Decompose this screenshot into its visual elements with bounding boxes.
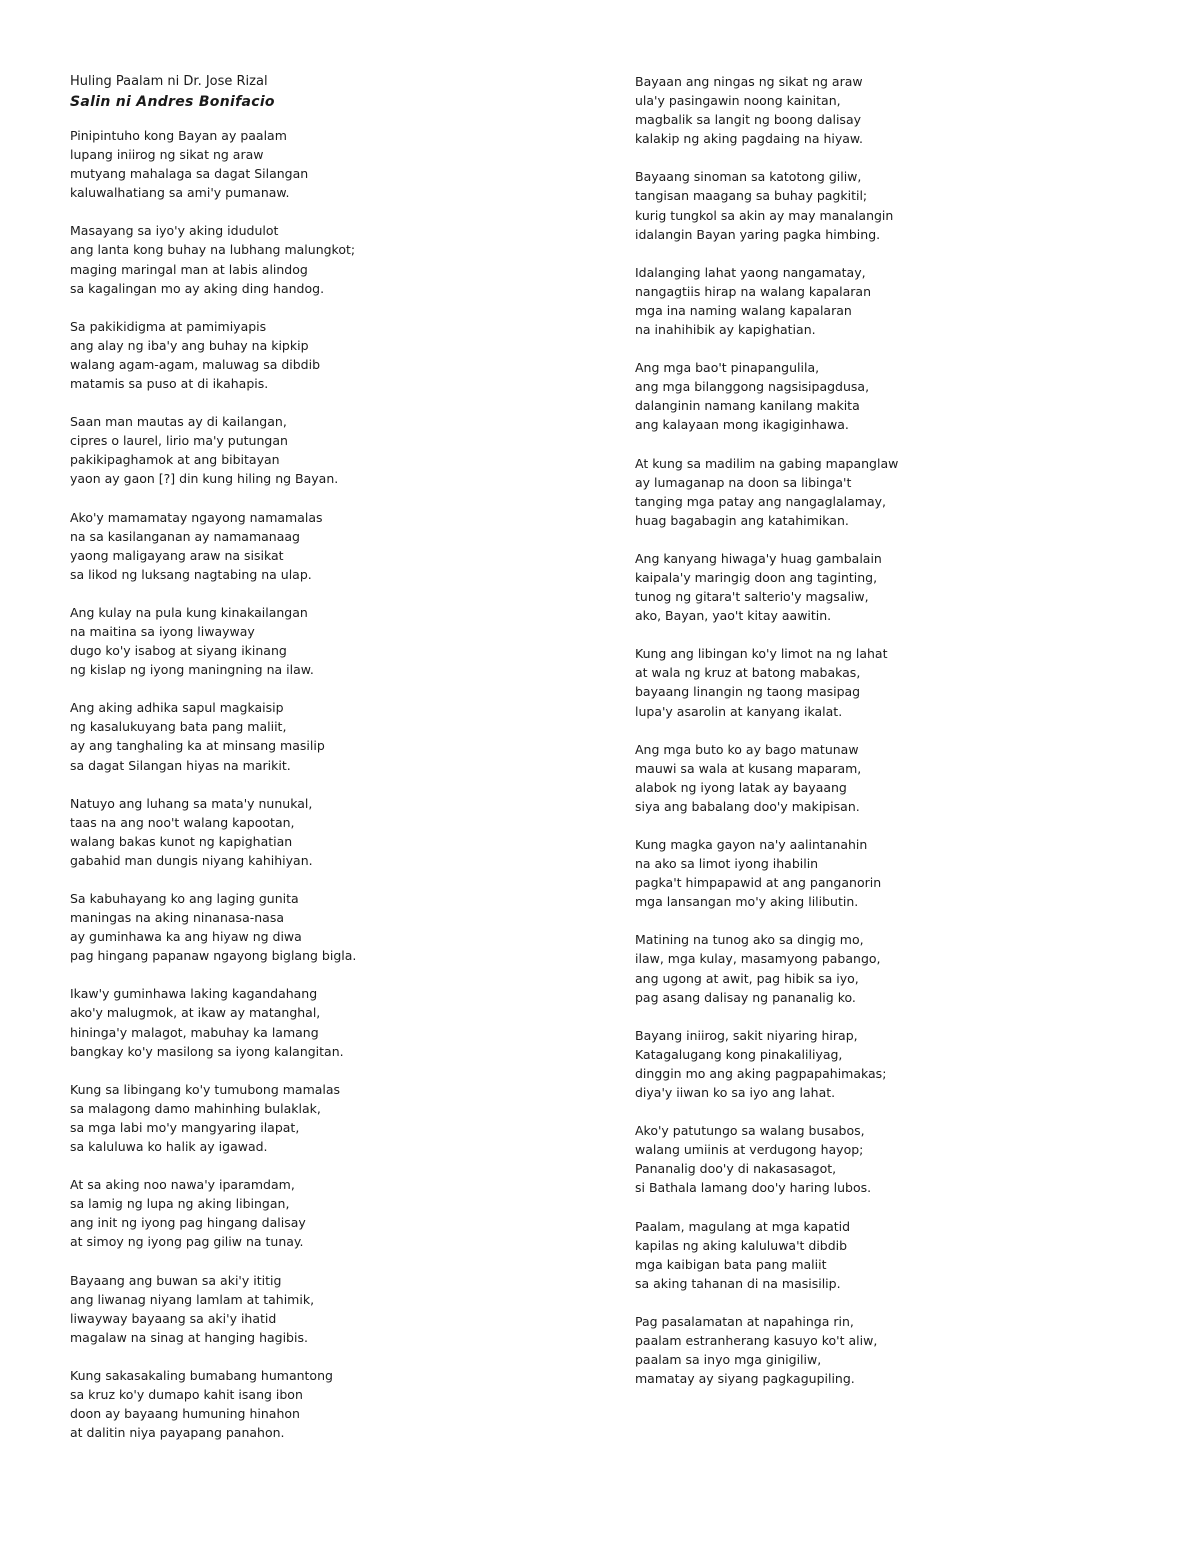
stanza — [635, 72, 1155, 148]
poem-line: sa kagalingan mo ay aking ding handog. — [70, 280, 325, 296]
poem-line: ako, Bayan, yao't kitay aawitin. — [635, 608, 832, 624]
poem-line: mga ina naming walang kapalaran — [635, 302, 852, 318]
poem-line: Kung magka gayon na'y aalintanahin — [635, 837, 868, 852]
poem-line: cipres o laurel, lirio ma'y putungan — [70, 433, 288, 449]
stanza — [70, 1366, 590, 1442]
stanza — [70, 317, 590, 393]
poem-line: liwayway bayaang sa aki'y ihatid — [70, 1310, 277, 1326]
poem-title: Huling Paalam ni Dr. Jose Rizal — [70, 74, 268, 89]
poem-line: kaipala'y maringig doon ang taginting, — [635, 569, 878, 585]
poem-line: mga lansangan mo'y aking lilibutin. — [635, 894, 859, 910]
poem-line: ang kalayaan mong ikagiginhawa. — [635, 417, 849, 433]
poem-line: pag asang dalisay ng pananalig ko. — [635, 989, 856, 1005]
poem-line: Pinipintuho kong Bayan ay paalam — [70, 128, 287, 143]
poem-line: Pananalig doo'y di nakasasagot, — [635, 1161, 837, 1177]
poem-line: Bayaang sinoman sa katotong giliw, — [635, 169, 862, 185]
poem-line: ilaw, mga kulay, masamyong pabango, — [635, 951, 881, 967]
poem-line: sa malagong damo mahinhing bulaklak, — [70, 1100, 321, 1116]
poem-line: ang ugong at awit, pag hibik sa iyo, — [635, 970, 859, 986]
poem-line: At kung sa madilim na gabing mapanglaw — [635, 455, 899, 471]
stanza — [635, 167, 1155, 243]
poem-line: sa lamig ng lupa ng aking libingan, — [70, 1196, 290, 1212]
poem-line: taas na ang noo't walang kapootan, — [70, 814, 295, 830]
poem-line: dugo ko'y isabog at siyang ikinang — [70, 643, 287, 659]
poem-line: Sa pakikidigma at pamimiyapis — [70, 318, 267, 334]
poem-line: Bayaang ang buwan sa aki'y ititig — [70, 1272, 282, 1288]
poem-line: siya ang babalang doo'y makipisan. — [635, 798, 860, 814]
poem-line: sa kruz ko'y dumapo kahit isang ibon — [70, 1386, 303, 1402]
poem-line: ako'y malugmok, at ikaw ay matanghal, — [70, 1005, 321, 1021]
poem-line: ay guminhawa ka ang hiyaw ng diwa — [70, 929, 302, 945]
poem-line: Masayang sa iyo'y aking idudulot — [70, 223, 279, 239]
poem-line: bangkay ko'y masilong sa iyong kalangitan. — [70, 1043, 344, 1059]
poem-line: ang liwanag niyang lamlam at tahimik, — [70, 1291, 315, 1307]
poem-line: walang umiinis at verdugong hayop; — [635, 1142, 864, 1158]
poem-line: Kung sa libingang ko'y tumubong mamalas — [70, 1081, 341, 1097]
poem-line: tunog ng gitara't salterio'y magsaliw, — [635, 589, 869, 605]
poem-line: mamatay ay siyang pagkagupiling. — [635, 1371, 855, 1387]
poem-line: nangagtiis hirap na walang kapalaran — [635, 283, 871, 299]
poem-line: hininga'y malagot, mabuhay ka lamang — [70, 1024, 319, 1040]
stanza — [70, 603, 590, 679]
poem-line: kurig tungkol sa akin ay may manalangin — [635, 207, 894, 223]
poem-line: Idalanging lahat yaong nangamatay, — [635, 264, 866, 280]
poem-line: at dalitin niya payapang panahon. — [70, 1425, 285, 1441]
poem-line: yaong maligayang araw na sisikat — [70, 547, 284, 563]
poem-line: paalam estranherang kasuyo ko't aliw, — [635, 1332, 878, 1348]
poem-line: na ako sa limot iyong ihabilin — [635, 856, 819, 872]
stanza — [70, 889, 590, 965]
poem-line: walang agam-agam, maluwag sa dibdib — [70, 356, 321, 372]
poem-line: Ako'y patutungo sa walang busabos, — [635, 1123, 865, 1139]
poem-line: mga kaibigan bata pang maliit — [635, 1256, 827, 1272]
poem-line: pakikipaghamok at ang bibitayan — [70, 452, 280, 468]
poem-line: diya'y iiwan ko sa iyo ang lahat. — [635, 1085, 836, 1101]
poem-line: gabahid man dungis niyang kahihiyan. — [70, 852, 313, 868]
stanza — [635, 263, 1155, 339]
poem-line: pag hingang papanaw ngayong biglang bigla. — [70, 948, 357, 964]
poem-line: Natuyo ang luhang sa mata'y nunukal, — [70, 795, 313, 811]
poem-line: Ako'y mamamatay ngayong namamalas — [70, 509, 323, 525]
poem-line: ng kasalukuyang bata pang maliit, — [70, 719, 287, 735]
poem-line: maningas na aking ninanasa-nasa — [70, 910, 284, 926]
poem-line: ang mga bilanggong nagsisipagdusa, — [635, 379, 870, 395]
poem-line: lupa'y asarolin at kanyang ikalat. — [635, 703, 843, 719]
poem-line: Bayaan ang ningas ng sikat ng araw — [635, 74, 863, 89]
poem-line: si Bathala lamang doo'y haring lubos. — [635, 1180, 872, 1196]
stanza — [635, 1312, 1155, 1388]
poem-line: dalanginin namang kanilang makita — [635, 398, 860, 414]
poem-line: ay ang tanghaling ka at minsang masilip — [70, 738, 325, 754]
poem-line: Pag pasalamatan at napahinga rin, — [635, 1313, 854, 1329]
poem-line: na sa kasilanganan ay namamanaag — [70, 528, 300, 544]
poem-line: na maitina sa iyong liwayway — [70, 623, 255, 639]
poem-line: sa kaluluwa ko halik ay igawad. — [70, 1139, 268, 1155]
poem-line: tangisan maagang sa buhay pagkitil; — [635, 188, 868, 204]
poem-line: na inahihibik ay kapighatian. — [635, 322, 816, 338]
poem-subtitle: Salin ni Andres Bonifacio — [70, 94, 275, 110]
poem-line: kapilas ng aking kaluluwa't dibdib — [635, 1237, 848, 1253]
poem-line: Paalam, magulang at mga kapatid — [635, 1218, 851, 1234]
stanza — [635, 454, 1155, 530]
stanza — [635, 358, 1155, 434]
poem-line: lupang iniirog ng sikat ng araw — [70, 147, 264, 163]
poem-line: kalakip ng aking pagdaing na hiyaw. — [635, 131, 863, 147]
poem-line: Kung ang libingan ko'y limot na ng lahat — [635, 646, 888, 662]
poem-line: ng kislap ng iyong maningning na ilaw. — [70, 662, 314, 678]
poem-line: bayaang linangin ng taong masipag — [635, 684, 861, 700]
poem-line: Kung sakasakaling bumabang humantong — [70, 1367, 333, 1383]
stanza — [635, 1121, 1155, 1197]
poem-line: sa likod ng luksang nagtabing na ulap. — [70, 566, 312, 582]
poem-line: Matining na tunog ako sa dingig mo, — [635, 932, 864, 948]
poem-line: Ang mga buto ko ay bago matunaw — [635, 741, 859, 757]
poem-line: Ang kulay na pula kung kinakailangan — [70, 604, 308, 620]
poem-line: Ang mga bao't pinapangulila, — [635, 360, 820, 376]
poem-line: ang lanta kong buhay na lubhang malungkot; — [70, 242, 356, 258]
stanza — [635, 1217, 1155, 1293]
poem-line: ang alay ng iba'y ang buhay na kipkip — [70, 337, 309, 353]
stanza — [70, 126, 590, 202]
poem-line: tanging mga patay ang nangaglalamay, — [635, 493, 886, 509]
stanza — [70, 508, 590, 584]
stanza — [70, 221, 590, 297]
poem-line: matamis sa puso at di ikahapis. — [70, 376, 269, 392]
right-stanza-list — [635, 72, 1155, 1388]
stanza — [70, 984, 590, 1060]
poem-line: Ang aking adhika sapul magkaisip — [70, 700, 284, 716]
poem-line: sa aking tahanan di na masisilip. — [635, 1275, 841, 1291]
poem-line: Saan man mautas ay di kailangan, — [70, 414, 287, 430]
stanza — [635, 549, 1155, 625]
poem-line: Katagalugang kong pinakaliliyag, — [635, 1046, 843, 1062]
stanza — [635, 1026, 1155, 1102]
poem-line: kaluwalhatiang sa ami'y pumanaw. — [70, 185, 290, 201]
poem-line: doon ay bayaang humuning hinahon — [70, 1406, 300, 1422]
stanza — [70, 794, 590, 870]
poem-line: at simoy ng iyong pag giliw na tunay. — [70, 1234, 304, 1250]
stanza — [70, 1175, 590, 1251]
left-stanza-list — [70, 126, 590, 1442]
poem-line: magbalik sa langit ng boong dalisay — [635, 112, 862, 128]
right-column — [635, 72, 1155, 1407]
poem-line: sa dagat Silangan hiyas na marikit. — [70, 757, 291, 773]
poem-line: mauwi sa wala at kusang maparam, — [635, 760, 862, 776]
stanza — [70, 1271, 590, 1347]
poem-line: sa mga labi mo'y mangyaring ilapat, — [70, 1119, 300, 1135]
poem-line: Ikaw'y guminhawa laking kagandahang — [70, 986, 318, 1002]
stanza — [70, 412, 590, 488]
stanza — [635, 835, 1155, 911]
poem-line: dinggin mo ang aking pagpapahimakas; — [635, 1065, 887, 1081]
poem-line: paalam sa inyo mga ginigiliw, — [635, 1352, 822, 1368]
poem-line: mutyang mahalaga sa dagat Silangan — [70, 166, 309, 182]
poem-line: maging maringal man at labis alindog — [70, 261, 308, 277]
poem-line: magalaw na sinag at hanging hagibis. — [70, 1329, 308, 1345]
poem-line: At sa aking noo nawa'y iparamdam, — [70, 1177, 295, 1193]
stanza — [635, 930, 1155, 1006]
stanza — [635, 644, 1155, 720]
poem-line: ang init ng iyong pag hingang dalisay — [70, 1215, 306, 1231]
stanza — [70, 698, 590, 774]
stanza — [635, 740, 1155, 816]
poem-line: Sa kabuhayang ko ang laging gunita — [70, 891, 299, 906]
poem-line: ay lumaganap na doon sa libinga't — [635, 474, 852, 490]
poem-line: alabok ng iyong latak ay bayaang — [635, 779, 847, 795]
stanza — [70, 1080, 590, 1156]
poem-line: ula'y pasingawin noong kainitan, — [635, 93, 841, 109]
poem-line: walang bakas kunot ng kapighatian — [70, 833, 293, 849]
poem-line: at wala ng kruz at batong mabakas, — [635, 665, 861, 681]
poem-line: huag bagabagin ang katahimikan. — [635, 512, 849, 528]
poem-line: Bayang iniirog, sakit niyaring hirap, — [635, 1027, 858, 1043]
poem-line: idalangin Bayan yaring pagka himbing. — [635, 226, 881, 242]
left-column — [70, 72, 590, 1461]
poem-line: Ang kanyang hiwaga'y huag gambalain — [635, 550, 882, 566]
poem-line: yaon ay gaon [?] din kung hiling ng Bayan. — [70, 471, 339, 487]
poem-line: pagka't himpapawid at ang panganorin — [635, 875, 882, 891]
